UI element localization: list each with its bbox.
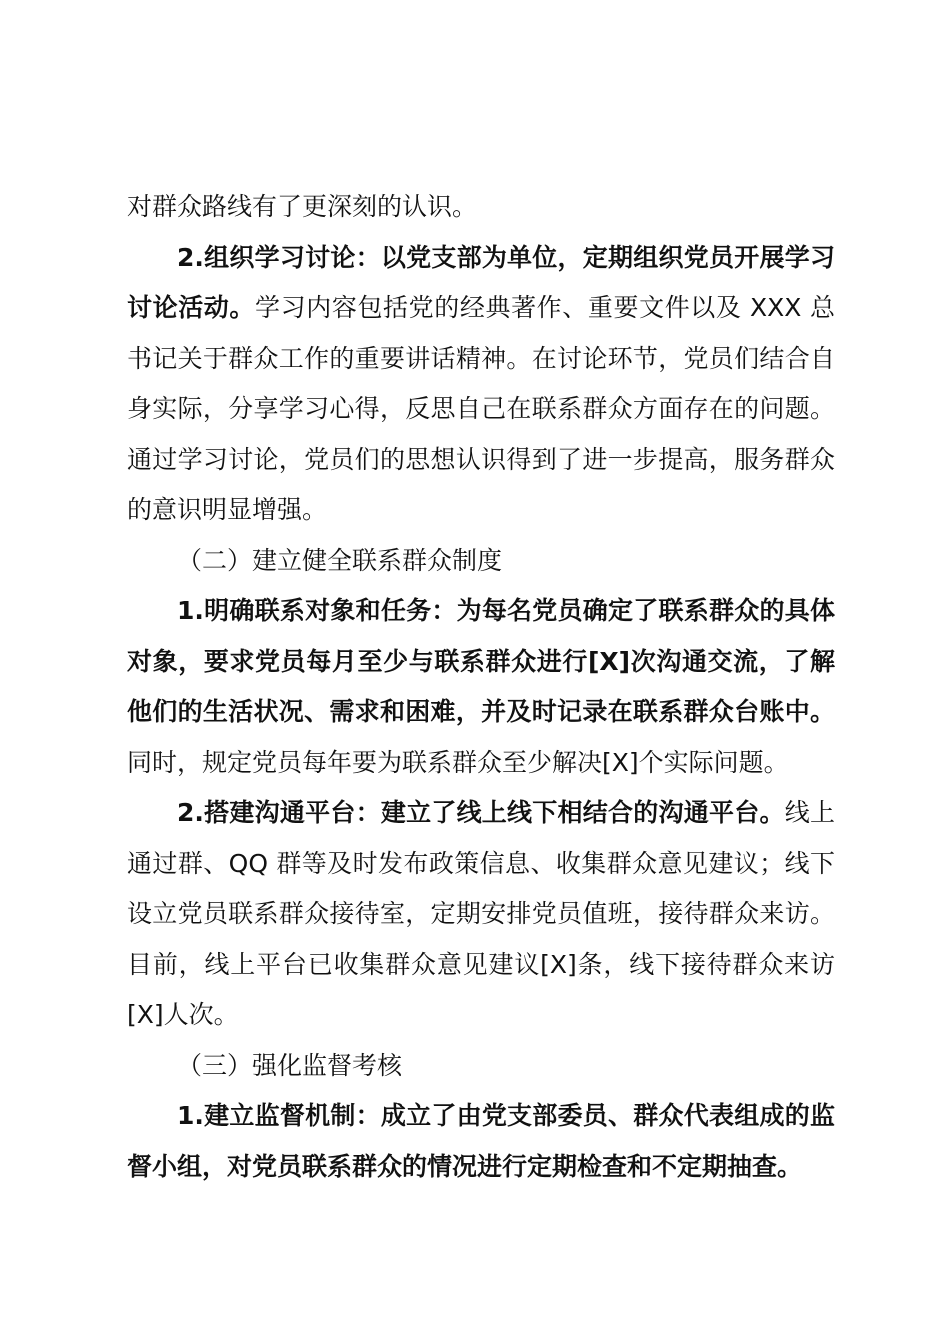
section-heading-3 [127, 1041, 835, 1092]
paragraph-supervision-mechanism [127, 1091, 835, 1192]
paragraph-text: 学习内容包括党的经典著作、重要文件以及 XXX 总书记关于群众工作的重要讲话精神。在讨论环节，党员们结合自身实际，分享学习心得，反思自己在联系群众方面存在的问题。通过学习讨论，党员们的思想认识得到了进一步提高，服务群众的意识明显增强。 [127, 293, 835, 524]
paragraph-lead-bold: 2.搭建沟通平台：建立了线上线下相结合的沟通平台。 [177, 798, 785, 827]
section-heading-2 [127, 536, 835, 587]
paragraph-text: 线上通过群、QQ 群等及时发布政策信息、收集群众意见建议；线下设立党员联系群众接待室，定期安排党员值班，接待群众来访。目前，线上平台已收集群众意见建议[X]条，线下接待群众来访[X]人次。 [127, 798, 835, 1029]
section-heading-text: （三）强化监督考核 [177, 1050, 403, 1080]
section-heading-text: （二）建立健全联系群众制度 [177, 545, 503, 575]
paragraph-text: 同时，规定党员每年要为联系群众至少解决[X]个实际问题。 [127, 747, 789, 777]
paragraph-lead-bold: 1.明确联系对象和任务：为每名党员确定了联系群众的具体对象，要求党员每月至少与联系群众进行[X]次沟通交流，了解他们的生活状况、需求和困难，并及时记录在联系群众台账中。 [127, 596, 835, 726]
paragraph-communication-platform [127, 788, 835, 1041]
paragraph-contact-targets [127, 586, 835, 788]
document-body [127, 182, 835, 1192]
paragraph-continuation [127, 182, 835, 233]
paragraph-text: 对群众路线有了更深刻的认识。 [127, 192, 478, 221]
paragraph-lead-bold: 1.建立监督机制：成立了由党支部委员、群众代表组成的监督小组，对党员联系群众的情况进行定期检查和不定期抽查。 [127, 1101, 835, 1181]
paragraph-study-discussion [127, 233, 835, 536]
paragraph-lead-bold: 2.组织学习讨论：以党支部为单位，定期组织党员开展学习讨论活动。 [127, 242, 835, 322]
